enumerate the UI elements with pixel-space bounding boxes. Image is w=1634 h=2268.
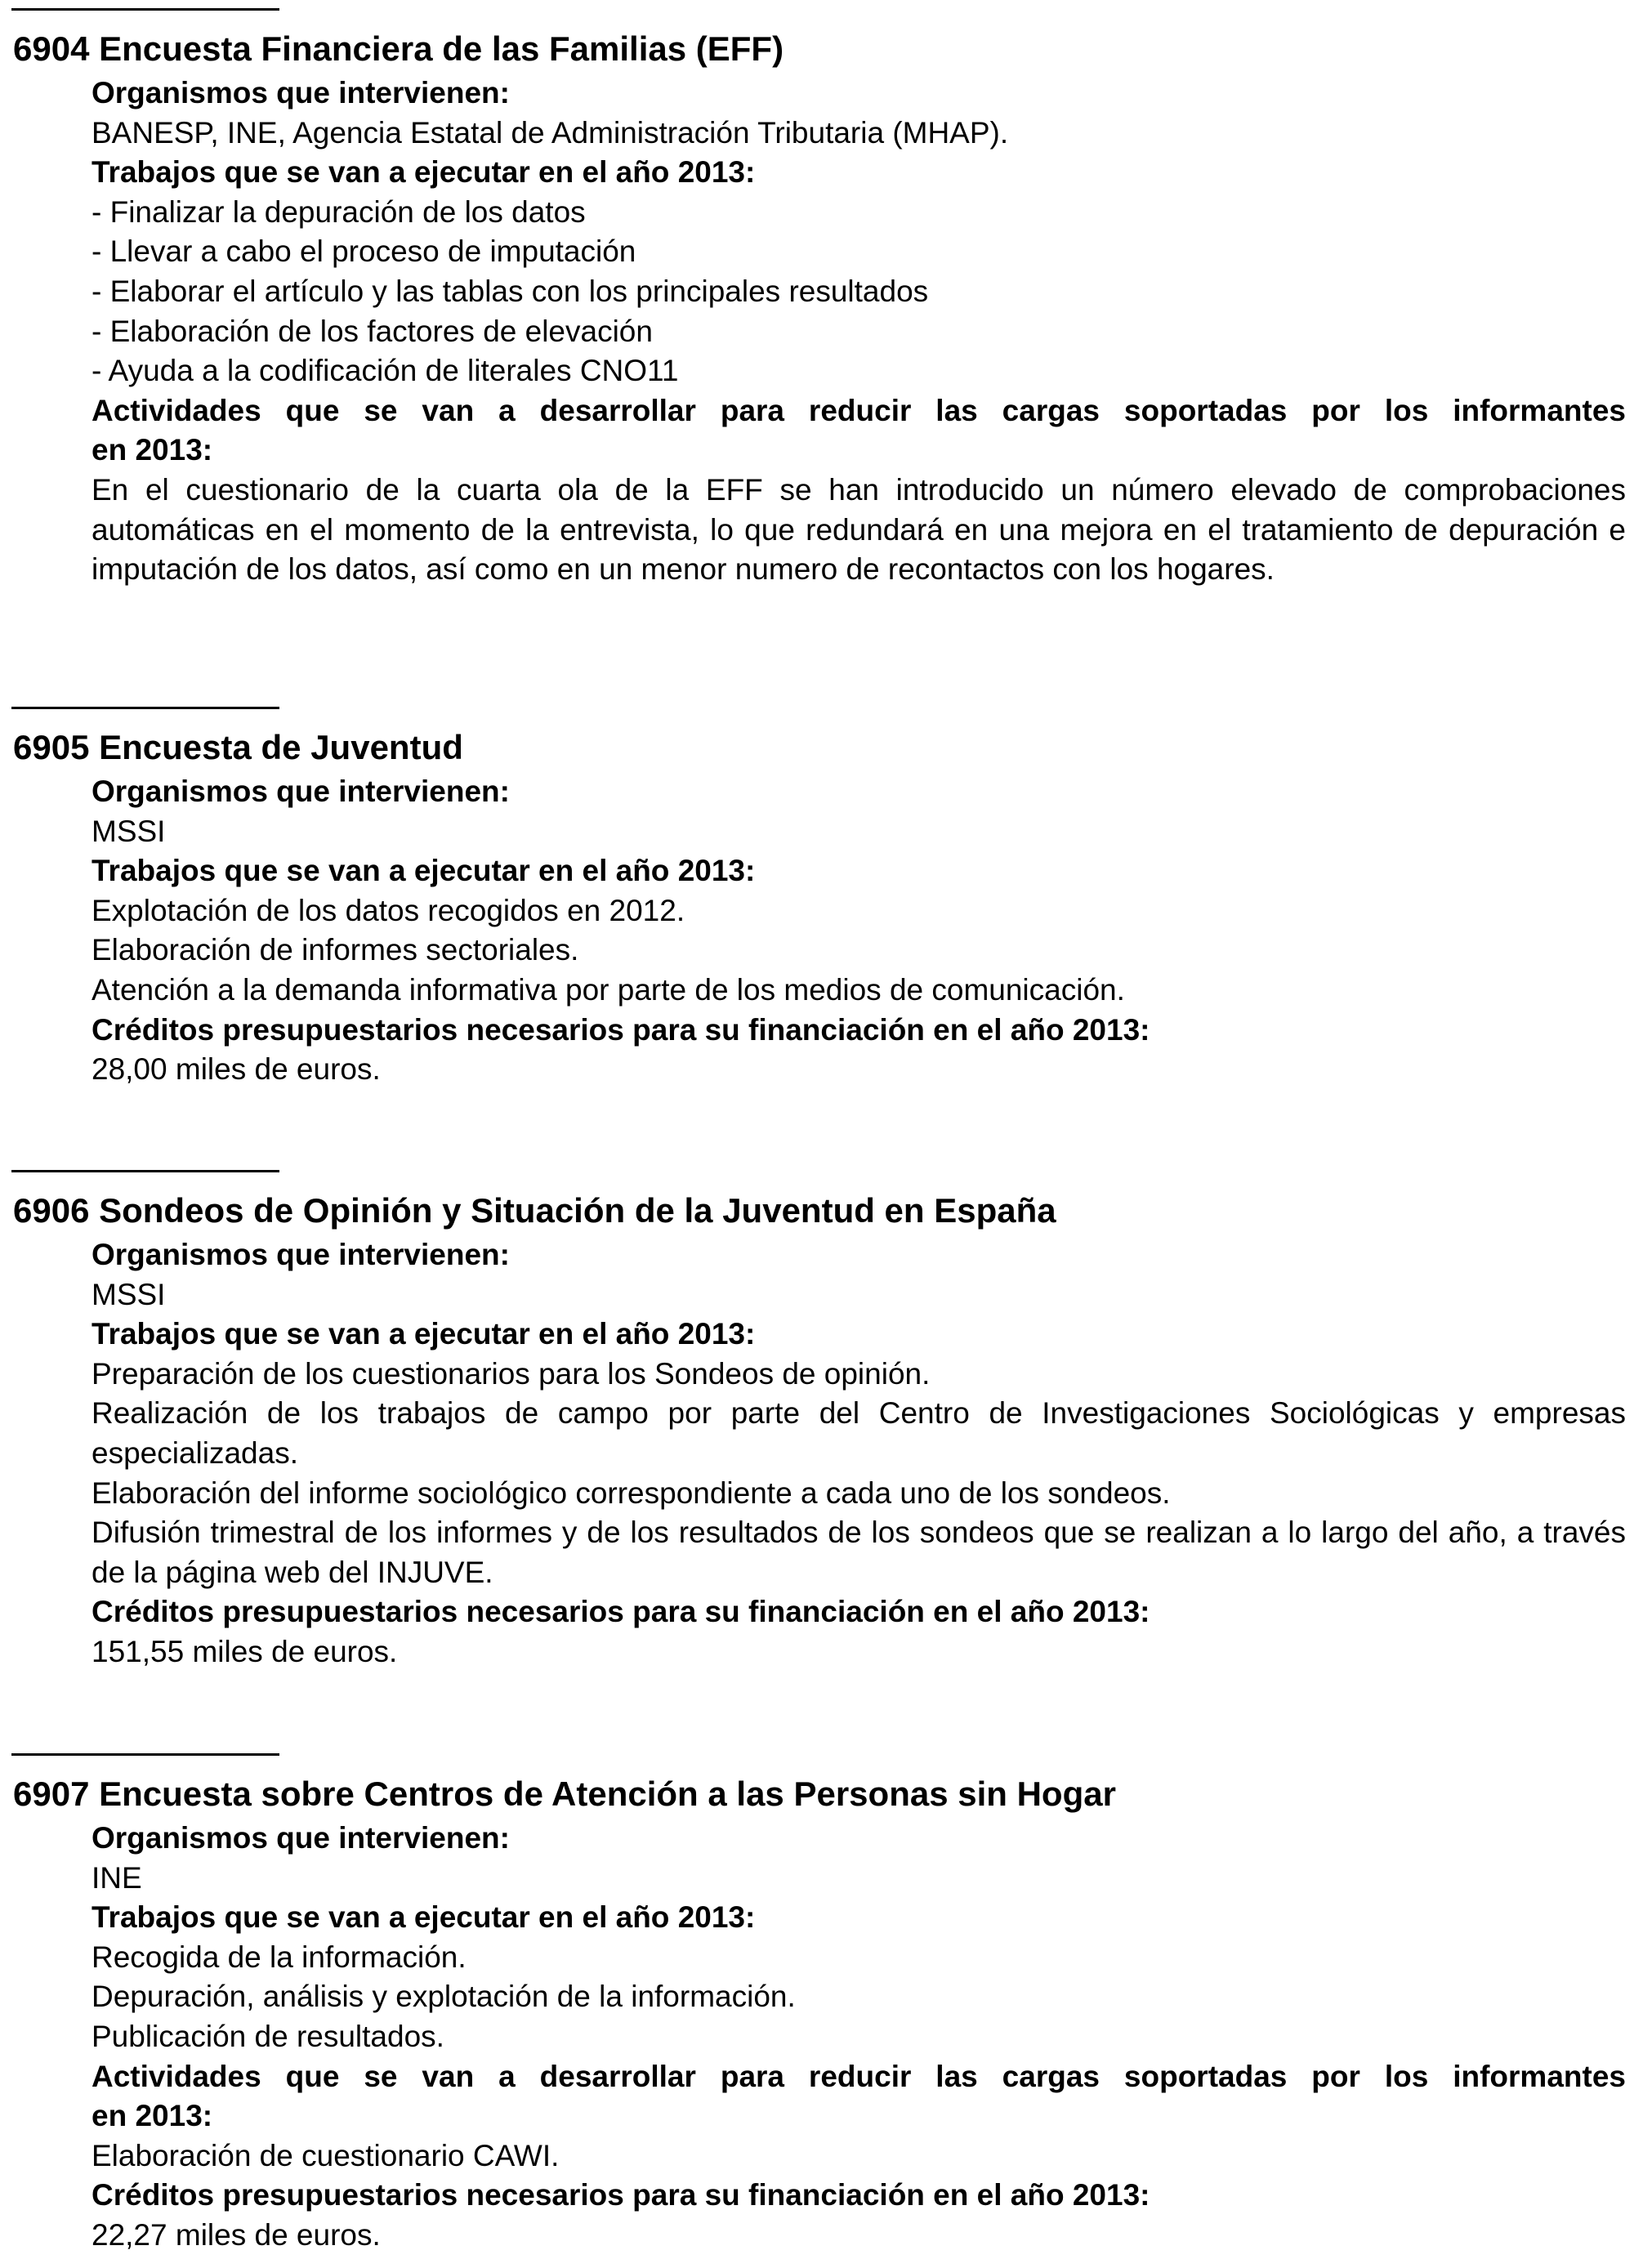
creditos-label: Créditos presupuestarios necesarios para su financiación en el año 2013: (92, 1595, 1150, 1629)
creditos-value: 151,55 miles de euros. (92, 1634, 398, 1668)
organismos-label: Organismos que intervienen: (92, 76, 510, 109)
trabajos-item: - Elaborar el artículo y las tablas con los principales resultados (92, 274, 929, 308)
trabajos-item: - Elaboración de los factores de elevación (92, 314, 653, 348)
section-6907 (0, 1771, 1634, 2256)
section-6906 (0, 1188, 1634, 1672)
creditos-label: Créditos presupuestarios necesarios para su financiación en el año 2013: (92, 1012, 1150, 1047)
trabajos-item: Elaboración de informes sectoriales. (92, 933, 579, 967)
section-title: 6904 Encuesta Financiera de las Familias (EFF) (13, 29, 784, 68)
organismos-value: INE (92, 1860, 142, 1895)
actividades-label: Actividades que se van a desarrollar para reducir las cargas soportadas por los informantes (92, 393, 1626, 427)
trabajos-item: - Ayuda a la codificación de literales CNO11 (92, 354, 679, 388)
section-title: 6906 Sondeos de Opinión y Situación de la Juventud en España (13, 1191, 1056, 1230)
section-divider (11, 707, 279, 709)
section-title: 6907 Encuesta sobre Centros de Atención a las Personas sin Hogar (13, 1775, 1116, 1813)
section-body (92, 74, 1626, 590)
section-body (92, 1235, 1626, 1672)
section-divider (11, 8, 279, 11)
actividades-label-cont: en 2013: (92, 433, 213, 467)
section-6904 (0, 26, 1634, 590)
trabajos-item: - Llevar a cabo el proceso de imputación (92, 234, 636, 269)
trabajos-item: Elaboración del informe sociológico correspondiente a cada uno de los sondeos. (92, 1476, 1171, 1510)
trabajos-label: Trabajos que se van a ejecutar en el año 2013: (92, 1900, 756, 1935)
trabajos-item: Preparación de los cuestionarios para los Sondeos de opinión. (92, 1356, 931, 1391)
organismos-value: MSSI (92, 1277, 166, 1311)
actividades-label-cont: en 2013: (92, 2099, 213, 2133)
organismos-value: MSSI (92, 814, 166, 848)
creditos-label: Créditos presupuestarios necesarios para su financiación en el año 2013: (92, 2178, 1150, 2212)
trabajos-item: Publicación de resultados. (92, 2019, 444, 2053)
actividades-text: En el cuestionario de la cuarta ola de la EFF se han introducido un número elevado de comprobaciones automáticas en el momento de la entrevista, lo que redundará en una mejora en el tratamiento de depuración e imputación de los datos, así como en un menor numero de recontactos con los hogares. (92, 472, 1626, 587)
organismos-value: BANESP, INE, Agencia Estatal de Administración Tributaria (MHAP). (92, 115, 1009, 150)
trabajos-item: Difusión trimestral de los informes y de los resultados de los sondeos que se realizan a lo largo del año, a través de la página web del INJUVE. (92, 1516, 1626, 1589)
trabajos-label: Trabajos que se van a ejecutar en el año 2013: (92, 155, 756, 190)
creditos-value: 22,27 miles de euros. (92, 2217, 381, 2252)
organismos-label: Organismos que intervienen: (92, 1238, 510, 1271)
organismos-label: Organismos que intervienen: (92, 1821, 510, 1855)
organismos-label: Organismos que intervienen: (92, 775, 510, 808)
trabajos-item: Realización de los trabajos de campo por parte del Centro de Investigaciones Sociológicas y empresas especializadas. (92, 1396, 1626, 1470)
trabajos-label: Trabajos que se van a ejecutar en el año 2013: (92, 854, 756, 888)
section-body (92, 1819, 1626, 2256)
trabajos-item: - Finalizar la depuración de los datos (92, 194, 586, 229)
actividades-text: Elaboración de cuestionario CAWI. (92, 2138, 560, 2172)
section-title: 6905 Encuesta de Juventud (13, 728, 463, 766)
actividades-label: Actividades que se van a desarrollar para reducir las cargas soportadas por los informantes (92, 2059, 1626, 2093)
trabajos-item: Recogida de la información. (92, 1940, 467, 1974)
section-divider (11, 1753, 279, 1756)
creditos-value: 28,00 miles de euros. (92, 1052, 381, 1087)
trabajos-item: Depuración, análisis y explotación de la información. (92, 1980, 796, 2014)
trabajos-item: Atención a la demanda informativa por parte de los medios de comunicación. (92, 972, 1125, 1007)
trabajos-item: Explotación de los datos recogidos en 2012. (92, 893, 685, 927)
section-6905 (0, 725, 1634, 1090)
section-divider (11, 1170, 279, 1172)
section-body (92, 772, 1626, 1090)
trabajos-label: Trabajos que se van a ejecutar en el año 2013: (92, 1317, 756, 1351)
